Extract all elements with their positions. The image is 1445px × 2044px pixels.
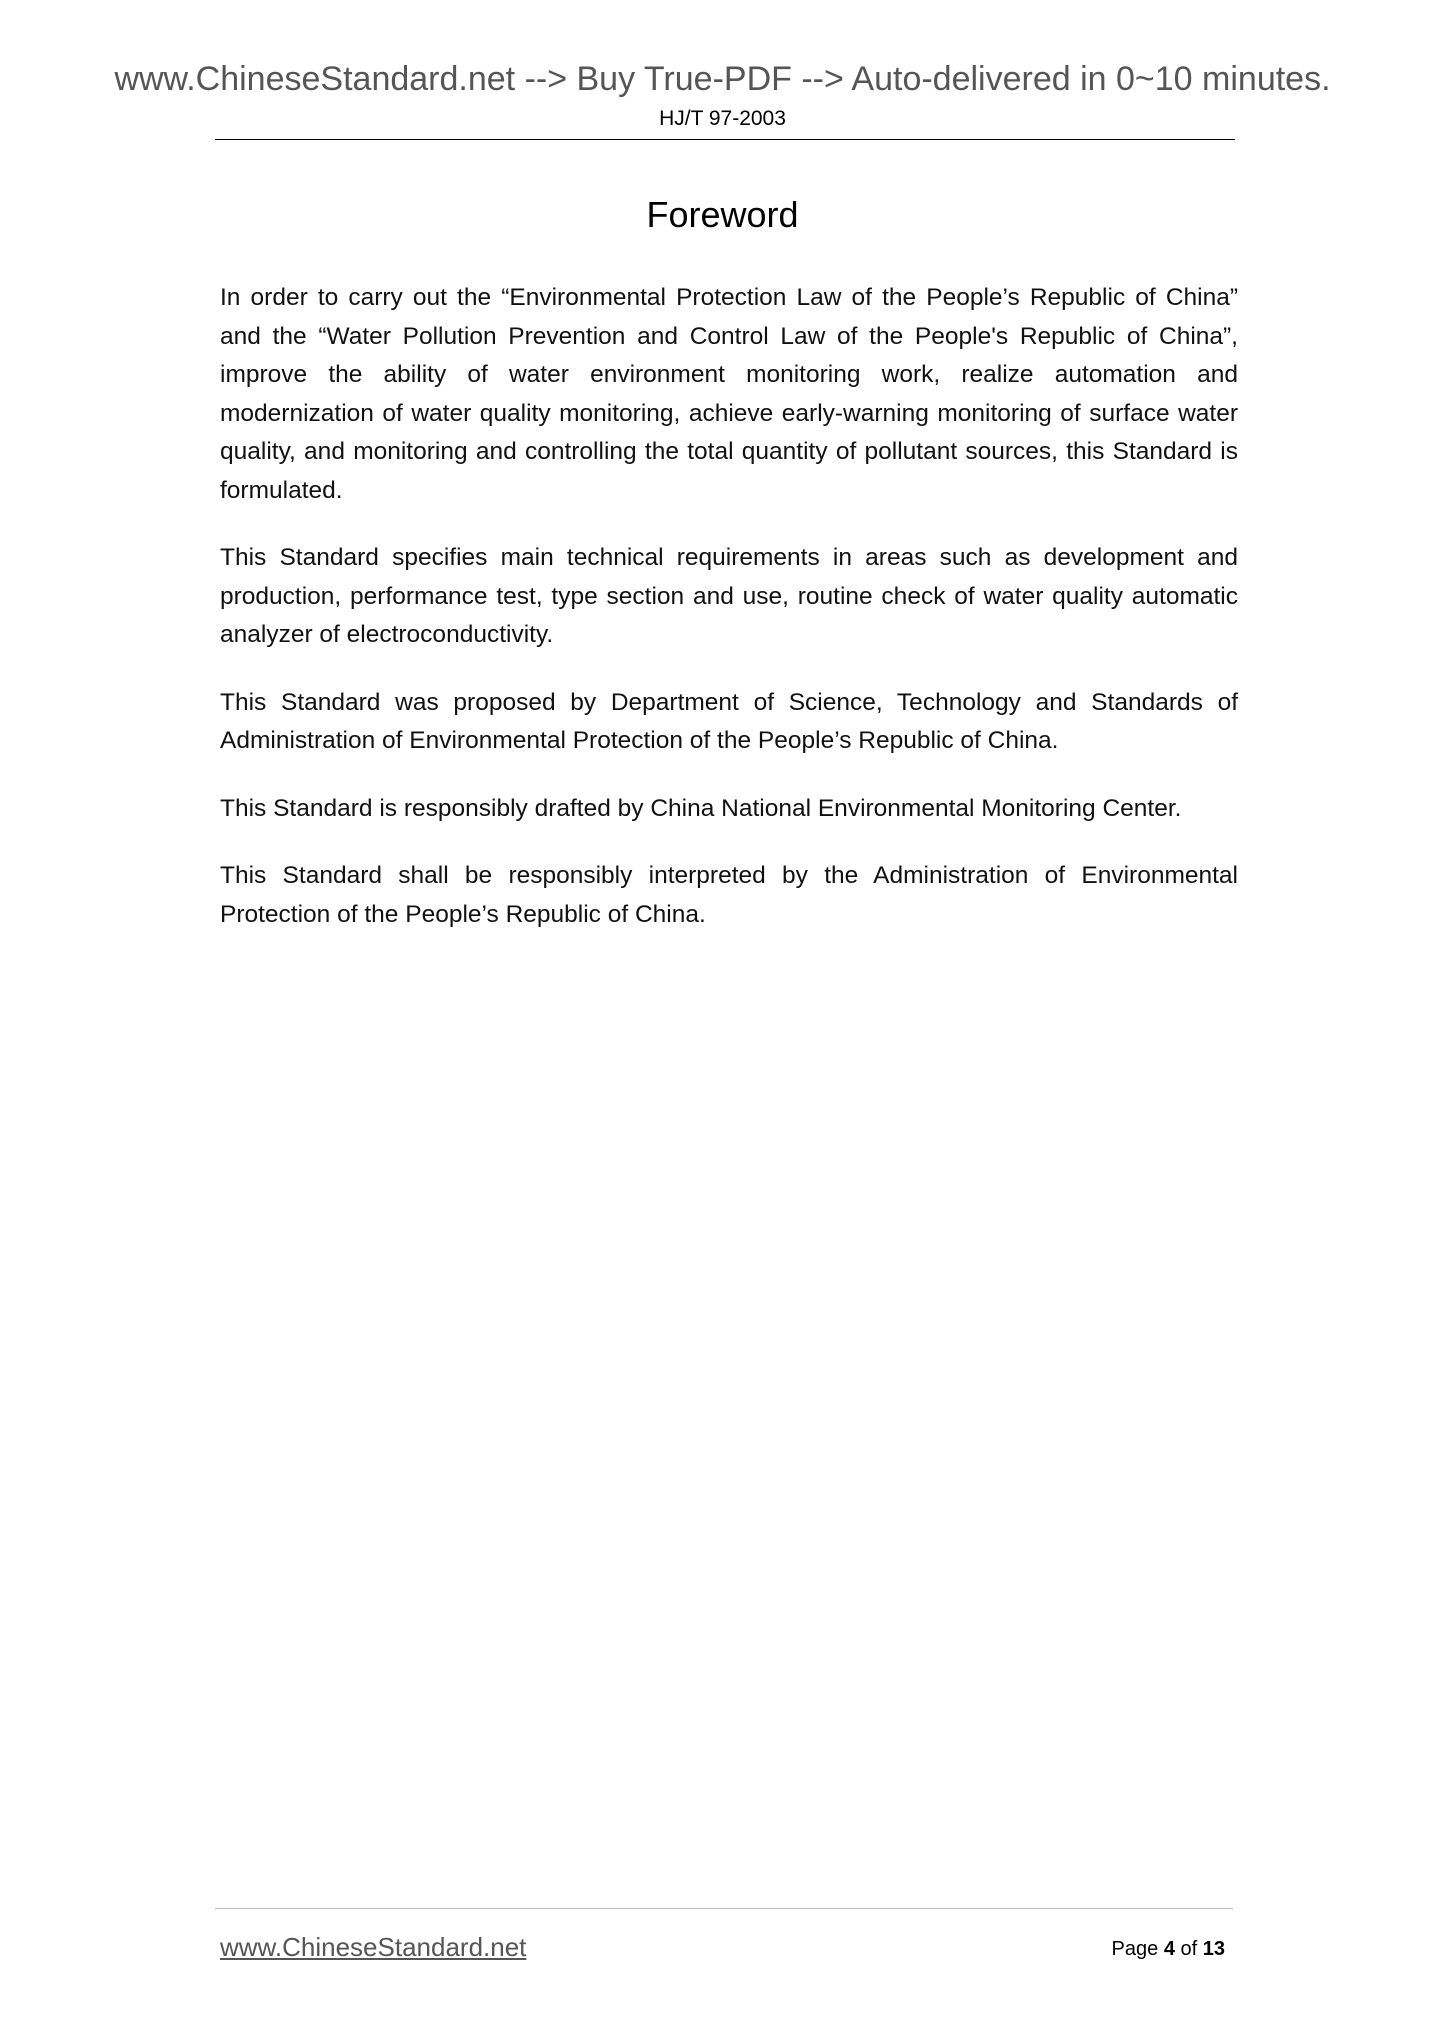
paragraph-drafted-by: This Standard is responsibly drafted by China National Environmental Monitoring Center. <box>220 794 1182 822</box>
page-title: Foreword <box>646 194 799 235</box>
footer-site-link[interactable]: www.ChineseStandard.net <box>220 1932 527 1962</box>
document-code: HJ/T 97-2003 <box>659 107 786 130</box>
source-banner: www.ChineseStandard.net --> Buy True-PDF --> Auto-delivered in 0~10 minutes. <box>114 60 1331 98</box>
header-divider <box>215 139 1235 140</box>
page-current: 4 <box>1163 1938 1175 1960</box>
page-of-label: of <box>1180 1938 1198 1960</box>
paragraph-proposed-by: This Standard was proposed by Department of Science, Technology and Standards of Administration of Environmental Protection of the People’s Republic of China. <box>220 688 1238 754</box>
paragraph-interpreted-by: This Standard shall be responsibly interpreted by the Administration of Environmental Protection of the People’s Republic of China. <box>220 862 1238 928</box>
paragraph-scope: This Standard specifies main technical requirements in areas such as development and production, performance test, type section and use, routine check of water quality automatic analyzer of electroconductivity. <box>220 544 1238 648</box>
page-total: 13 <box>1202 1938 1225 1960</box>
page-label: Page <box>1111 1938 1159 1960</box>
foreword-body <box>220 279 1238 963</box>
paragraph-purpose: In order to carry out the “Environmental Protection Law of the People’s Republic of China” and the “Water Pollution Prevention and Control Law of the People's Republic of China”, improve the ability of water environment monitoring work, realize automation and modernization of water quality monitoring, achieve early-warning monitoring of surface water quality, and monitoring and controlling the total quantity of pollutant sources, this Standard is formulated. <box>220 284 1238 504</box>
footer-divider <box>215 1908 1233 1909</box>
page-number <box>1112 1935 1225 1963</box>
